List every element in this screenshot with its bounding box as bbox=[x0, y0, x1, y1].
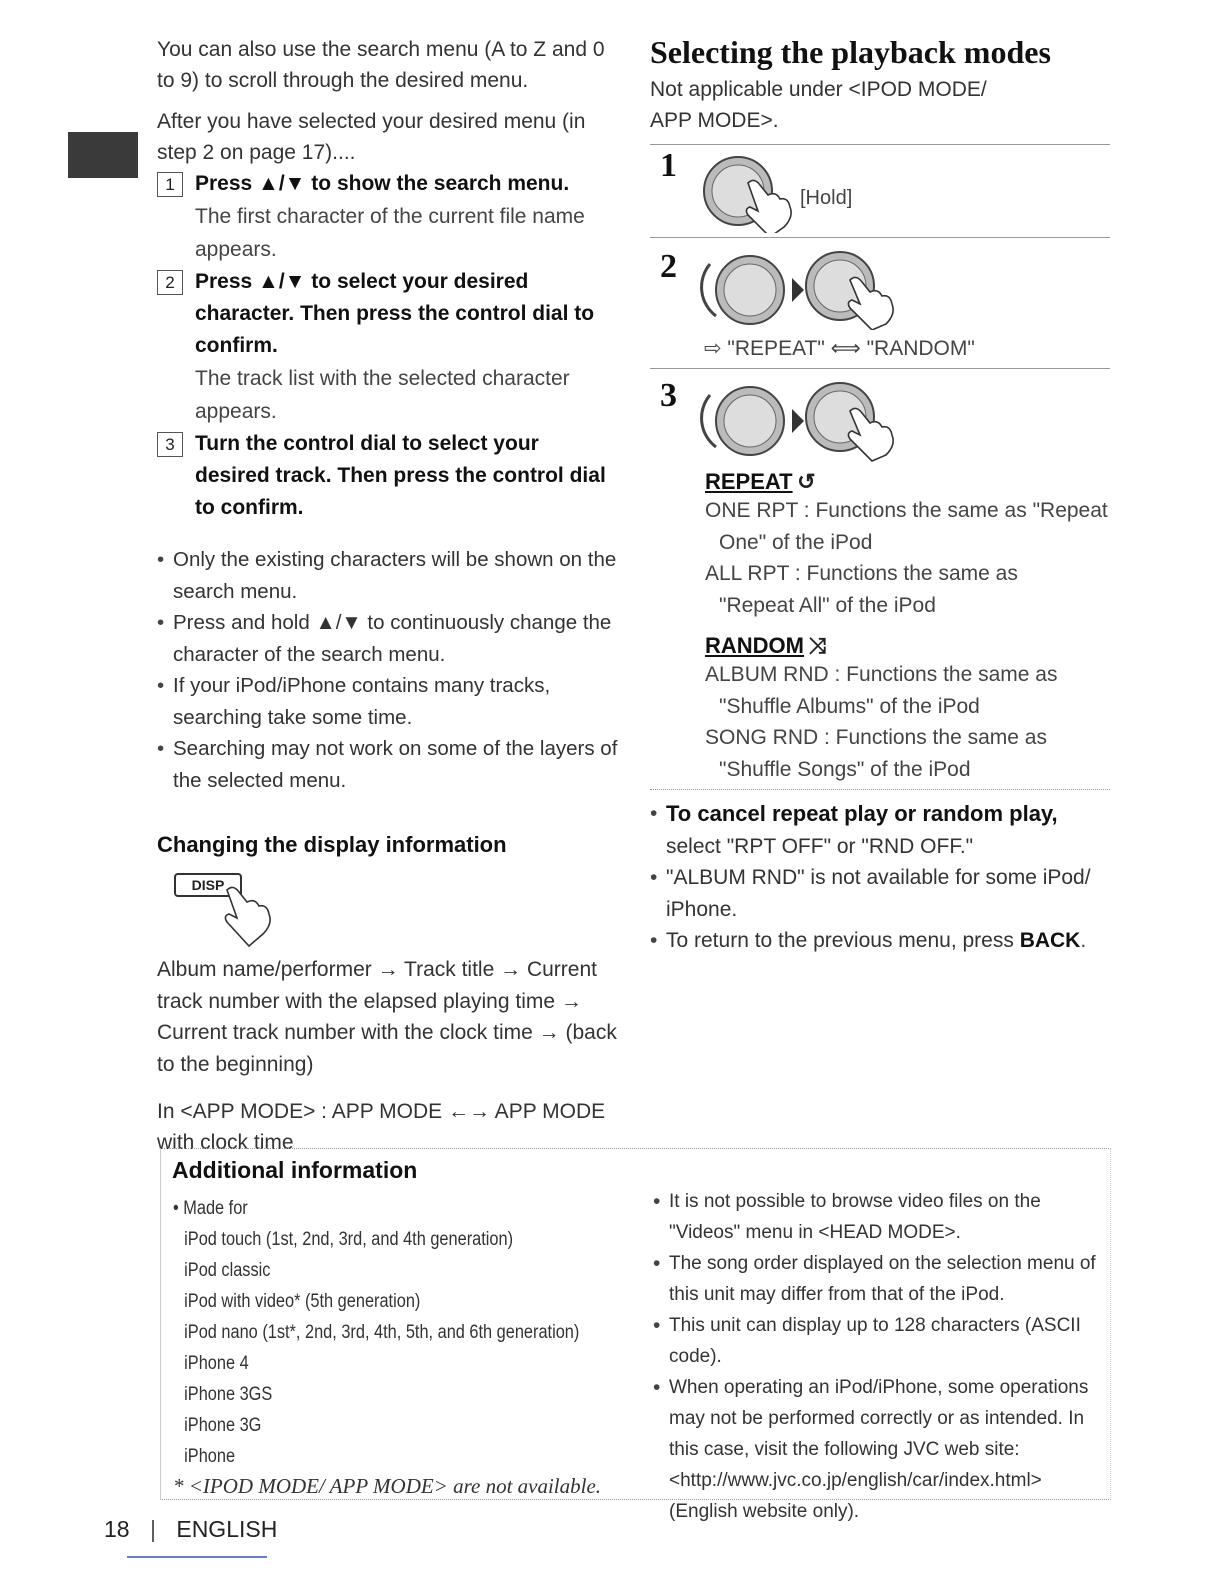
dial-turn-then-press-icon bbox=[700, 377, 920, 465]
note-item: • Press and hold ▲/▼ to continuously change the character of the search menu. bbox=[157, 611, 612, 666]
device-item: iPod touch (1st, 2nd, 3rd, and 4th generation) bbox=[184, 1229, 514, 1250]
note-item: • Searching may not work on some of the layers of the selected menu. bbox=[157, 737, 618, 792]
search-step-3 bbox=[157, 428, 619, 524]
step-instruction: Press ▲/▼ to show the search menu. bbox=[195, 172, 570, 195]
hold-label: [Hold] bbox=[800, 187, 853, 209]
note-item: • It is not possible to browse video files on the "Videos" menu in <HEAD MODE>. bbox=[653, 1190, 1041, 1243]
repeat-option-cont: "Repeat All" of the iPod bbox=[719, 593, 936, 617]
page-footer: 18 | ENGLISH bbox=[104, 1516, 278, 1542]
device-item: iPhone 4 bbox=[184, 1353, 249, 1374]
made-for-label: • Made for bbox=[173, 1198, 248, 1219]
device-item: iPhone bbox=[184, 1446, 236, 1467]
random-option-cont: "Shuffle Albums" of the iPod bbox=[719, 694, 980, 718]
app-mode-display: In <APP MODE> : APP MODE ←→ APP MODE with clock time bbox=[157, 1100, 606, 1154]
language-label: ENGLISH bbox=[176, 1516, 278, 1542]
device-item: iPod classic bbox=[184, 1260, 271, 1281]
random-option-cont: "Shuffle Songs" of the iPod bbox=[719, 757, 971, 781]
footer-underline bbox=[127, 1556, 267, 1558]
device-item: iPhone 3GS bbox=[184, 1384, 273, 1405]
repeat-option: ALL RPT : Functions the same as bbox=[705, 562, 1018, 585]
display-sequence: Album name/performer → Track title → Current track number with the elapsed playing time → Current track number with the clock time → (back to the beginning) bbox=[157, 958, 617, 1076]
random-heading: RANDOM bbox=[705, 633, 804, 658]
disp-button-label: DISP bbox=[191, 877, 225, 893]
search-notes bbox=[157, 544, 619, 796]
step-number-box: 3 bbox=[157, 432, 183, 457]
playback-notes bbox=[650, 798, 1110, 957]
mode-step-2 bbox=[650, 238, 1110, 368]
mode-step-1 bbox=[650, 145, 1110, 237]
repeat-section bbox=[705, 469, 1110, 495]
repeat-option: ONE RPT : Functions the same as "Repeat bbox=[705, 499, 1108, 522]
display-info-heading: Changing the display information bbox=[157, 832, 507, 857]
additional-info-title: Additional information bbox=[172, 1157, 418, 1183]
note-item: • Only the existing characters will be shown on the search menu. bbox=[157, 548, 617, 603]
repeat-heading: REPEAT bbox=[705, 469, 793, 494]
step-number-ref: 2 bbox=[202, 141, 215, 164]
search-step-1 bbox=[157, 168, 619, 266]
device-item: iPod with video* (5th generation) bbox=[184, 1291, 421, 1312]
disp-button-illustration bbox=[157, 870, 619, 948]
step-number: 3 bbox=[660, 377, 677, 414]
step-number: 1 bbox=[660, 147, 677, 184]
step-result: The track list with the selected character appears. bbox=[195, 367, 570, 423]
repeat-random-toggle-text: ⇨ "REPEAT" ⟺ "RANDOM" bbox=[704, 337, 975, 360]
note-item: • The song order displayed on the selection menu of this unit may differ from that of the iPod. bbox=[653, 1252, 1096, 1305]
note-item: • If your iPod/iPhone contains many tracks, searching take some time. bbox=[157, 674, 551, 729]
additional-notes bbox=[653, 1186, 1103, 1527]
dial-turn-then-press-icon bbox=[700, 246, 920, 330]
footnote: * <IPOD MODE/ APP MODE> are not available. bbox=[173, 1474, 602, 1498]
random-section bbox=[705, 633, 1110, 659]
note-item: • To cancel repeat play or random play, select "RPT OFF" or "RND OFF." bbox=[650, 801, 1058, 858]
left-column bbox=[157, 34, 619, 1158]
right-column bbox=[650, 30, 1110, 957]
note-item: • "ALBUM RND" is not available for some iPod/ iPhone. bbox=[650, 866, 1091, 921]
intro-paragraph: You can also use the search menu (A to Z and 0 to 9) to scroll through the desired menu. bbox=[157, 38, 605, 92]
step-result: The first character of the current file name appears. bbox=[195, 205, 585, 261]
divider bbox=[650, 789, 1110, 790]
shuffle-icon: ⤨ bbox=[808, 633, 827, 658]
repeat-option-cont: One" of the iPod bbox=[719, 530, 873, 554]
step-instruction: Turn the control dial to select your desired track. Then press the control dial to confirm. bbox=[195, 432, 606, 519]
device-item: iPhone 3G bbox=[184, 1415, 262, 1436]
mode-options bbox=[650, 469, 1110, 785]
step-number: 2 bbox=[660, 248, 677, 285]
section-tab-marker bbox=[68, 132, 138, 178]
device-item: iPod nano (1st*, 2nd, 3rd, 4th, 5th, and 6th generation) bbox=[184, 1322, 580, 1343]
playback-modes-subtitle: Not applicable under <IPOD MODE/ APP MODE>. bbox=[650, 78, 987, 132]
note-item: • This unit can display up to 128 characters (ASCII code). bbox=[653, 1314, 1081, 1367]
search-step-2 bbox=[157, 266, 619, 428]
note-item: • To return to the previous menu, press BACK. bbox=[650, 929, 1087, 952]
step-instruction: Press ▲/▼ to select your desired character. Then press the control dial to confirm. bbox=[195, 270, 595, 357]
intro-step-reference: After you have selected your desired menu (in step 2 on page 17).... bbox=[157, 110, 586, 164]
compatible-devices bbox=[173, 1193, 643, 1499]
mode-step-3 bbox=[650, 369, 1110, 469]
random-option: SONG RND : Functions the same as bbox=[705, 726, 1047, 749]
playback-modes-title: Selecting the playback modes bbox=[650, 34, 1051, 70]
disp-button-icon bbox=[157, 870, 287, 948]
note-item: • When operating an iPod/iPhone, some operations may not be performed correctly or as intended. In this case, visit the following JVC web site: <http://www.jvc.co.jp/english/car/index.html> (English website only). bbox=[653, 1376, 1089, 1522]
repeat-icon: ↺ bbox=[797, 469, 816, 494]
step-number-box: 2 bbox=[157, 270, 183, 295]
step-number-box: 1 bbox=[157, 172, 183, 197]
additional-info-box bbox=[160, 1148, 1111, 1522]
page-number: 18 bbox=[104, 1516, 130, 1542]
random-option: ALBUM RND : Functions the same as bbox=[705, 663, 1058, 686]
